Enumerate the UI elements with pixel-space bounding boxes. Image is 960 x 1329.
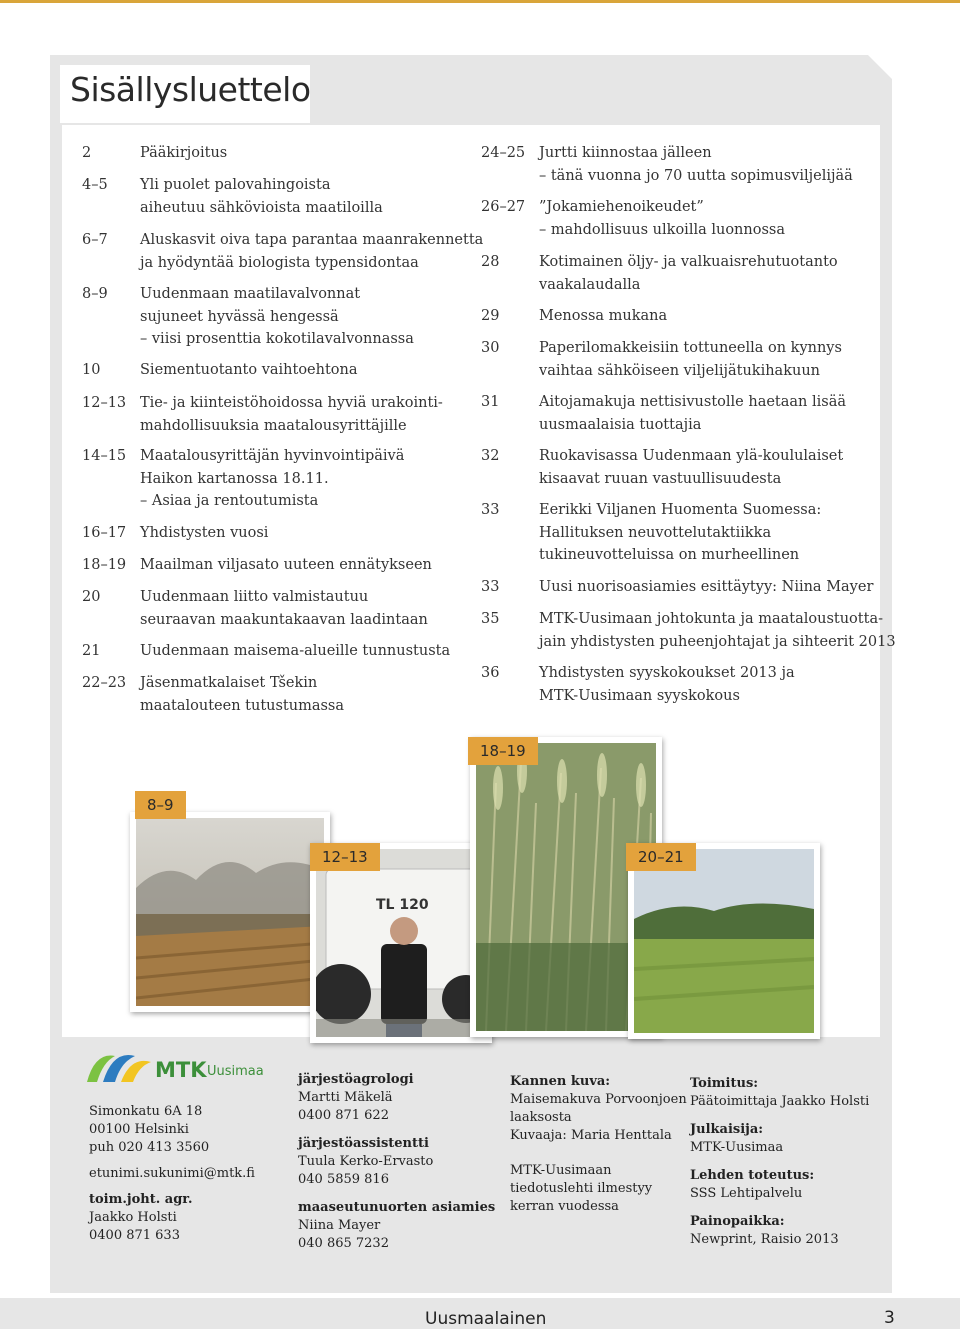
toc-title xyxy=(140,640,450,663)
pub-line: MTK-Uusimaan xyxy=(510,1163,612,1178)
toc-title-line: Aluskasvit oiva tapa parantaa maanrakennetta xyxy=(140,232,484,248)
toc-title xyxy=(539,576,873,599)
morning-field-illustration xyxy=(136,818,324,1006)
toc-title-line: Uudenmaan maisema-alueille tunnustusta xyxy=(140,643,451,659)
tag-12-13: 12–13 xyxy=(310,843,380,871)
toc-title-line: mahdollisuuksia maatalousyrittäjille xyxy=(140,417,407,434)
toc-title xyxy=(140,174,383,219)
toc-title-line: Haikon kartanossa 18.11. xyxy=(140,470,329,487)
cover-line: laaksosta xyxy=(510,1110,572,1125)
staff-name: Niina Mayer xyxy=(298,1218,381,1233)
photo-farmer-machine xyxy=(310,843,492,1043)
toc-title-line: MTK-Uusimaan johtokunta ja maataloustuotta- xyxy=(539,611,883,627)
toc-title xyxy=(140,359,358,382)
photo-landscape xyxy=(628,843,820,1039)
toc-page-number: 24–25 xyxy=(481,145,526,161)
toc-title-line: Paperilomakkeisiin tottuneella on kynnys xyxy=(539,340,842,356)
footer-staff xyxy=(298,1071,495,1253)
toc-title xyxy=(140,142,227,165)
toc-title xyxy=(539,445,843,490)
toc-title xyxy=(539,499,821,567)
toc-title-line: Eerikki Viljanen Huomenta Suomessa: xyxy=(539,502,822,518)
toc-title-line: Maailman viljasato uuteen ennätykseen xyxy=(140,557,432,573)
toc-title xyxy=(539,251,838,296)
toc-title-line: uusmaalaisia tuottajia xyxy=(539,416,702,433)
mtk-logo-subtext: Uusimaa xyxy=(207,1064,264,1079)
toc-title-line: Yhdistysten syyskokoukset 2013 ja xyxy=(539,665,795,681)
toc-page-number: 30 xyxy=(481,340,500,356)
toc-page-number: 6–7 xyxy=(82,232,108,248)
staff-phone: 040 865 7232 xyxy=(298,1236,389,1251)
toc-page-number: 10 xyxy=(82,362,101,378)
toc-page-number: 36 xyxy=(481,665,500,681)
info-label: Toimitus: xyxy=(690,1076,759,1091)
staff-role: maaseutunuorten asiamies xyxy=(298,1200,496,1215)
editor-phone: 0400 871 633 xyxy=(89,1228,180,1243)
toc-page-number: 12–13 xyxy=(82,395,127,411)
morning-field-image xyxy=(136,818,324,1006)
toc-title-line: sujuneet hyvässä hengessä xyxy=(140,308,339,325)
toc-title-line: Tie- ja kiinteistöhoidossa hyviä urakointi- xyxy=(140,395,443,411)
toc-page-number: 35 xyxy=(481,611,500,627)
toc-page-number: 4–5 xyxy=(82,177,108,193)
toc-title-line: Uudenmaan maatilavalvonnat xyxy=(140,286,361,302)
info-value: SSS Lehtipalvelu xyxy=(690,1186,803,1201)
toc-title xyxy=(539,337,842,382)
toc-title-line: aiheutuu sähkövioista maatiloilla xyxy=(140,199,383,216)
toc-title-line: – tänä vuonna jo 70 uutta sopimusviljelijää xyxy=(539,167,853,184)
staff-role: järjestöassistentti xyxy=(298,1136,429,1151)
toc-title-line: ja hyödyntää biologista typensidontaa xyxy=(140,254,419,271)
toc-page-number: 28 xyxy=(481,254,500,270)
toc-title xyxy=(539,662,795,707)
toc-title-line: maatalouteen tutustumassa xyxy=(140,697,345,714)
email: etunimi.sukunimi@mtk.fi xyxy=(89,1166,255,1181)
toc-title-line: seuraavan maakuntakaavan laadintaan xyxy=(140,611,428,628)
cover-label: Kannen kuva: xyxy=(510,1074,611,1089)
info-value: Päätoimittaja Jaakko Holsti xyxy=(690,1094,870,1109)
toc-title xyxy=(140,522,268,545)
toc-page-number: 14–15 xyxy=(82,448,127,464)
footer-publisher xyxy=(690,1075,869,1249)
info-value: Newprint, Raisio 2013 xyxy=(690,1232,839,1247)
toc-title-line: Siementuotanto vaihtoehtona xyxy=(140,362,358,378)
pub-line: kerran vuodessa xyxy=(510,1199,619,1214)
staff-phone: 0400 871 622 xyxy=(298,1108,389,1123)
farmer-illustration xyxy=(316,849,486,1037)
toc-title-line: Hallituksen neuvottelutaktiikka xyxy=(539,524,772,541)
toc-page-number: 8–9 xyxy=(82,286,108,302)
toc-title-line: Ruokavisassa Uudenmaan ylä-koululaiset xyxy=(539,448,844,464)
page-title: Sisällysluettelo xyxy=(70,70,311,109)
landscape-image xyxy=(634,849,814,1033)
info-label: Painopaikka: xyxy=(690,1214,785,1229)
toc-title xyxy=(539,608,896,653)
tag-20-21: 20–21 xyxy=(626,843,696,871)
info-label: Julkaisija: xyxy=(690,1122,764,1137)
machine-label: TL 120 xyxy=(376,897,429,913)
toc-title xyxy=(140,586,428,631)
toc-title xyxy=(539,305,667,328)
toc-title xyxy=(140,672,344,717)
toc-page-number: 29 xyxy=(481,308,500,324)
footer-address xyxy=(89,1103,255,1245)
footer-cover-info xyxy=(510,1073,687,1216)
toc-title-line: MTK-Uusimaan syyskokous xyxy=(539,687,740,704)
toc-title xyxy=(140,283,414,351)
toc-title-line: kisaavat ruuan vastuullisuudesta xyxy=(539,470,782,487)
staff-role: järjestöagrologi xyxy=(298,1072,414,1087)
toc-title-line: Menossa mukana xyxy=(539,308,668,324)
toc-title-line: jain yhdistysten puheenjohtajat ja sihteerit 2013 xyxy=(539,633,896,650)
toc-page-number: 31 xyxy=(481,394,500,410)
toc-page-number: 26–27 xyxy=(481,199,526,215)
toc-title-line: Jurtti kiinnostaa jälleen xyxy=(539,145,712,161)
mtk-logo xyxy=(85,1046,264,1090)
toc-title xyxy=(539,142,853,187)
toc-title-line: Maatalousyrittäjän hyvinvointipäivä xyxy=(140,448,405,464)
toc-page-number: 32 xyxy=(481,448,500,464)
cover-line: Maisemakuva Porvoonjoen xyxy=(510,1092,687,1107)
page-number: 3 xyxy=(884,1308,895,1328)
toc-title-line: ”Jokamiehenoikeudet” xyxy=(539,199,704,215)
toc-title-line: vaihtaa sähköiseen viljelijätukihakuun xyxy=(539,362,821,379)
top-rule xyxy=(0,0,960,3)
toc-title xyxy=(140,554,432,577)
editor-name: Jaakko Holsti xyxy=(89,1210,177,1225)
toc-page-number: 2 xyxy=(82,145,92,161)
toc-page-number: 22–23 xyxy=(82,675,127,691)
toc-title xyxy=(140,445,404,513)
toc-page-number: 16–17 xyxy=(82,525,127,541)
magazine-name: Uusmaalainen xyxy=(425,1309,547,1329)
panel-corner-cut xyxy=(868,55,892,79)
address-line: 00100 Helsinki xyxy=(89,1122,189,1137)
toc-title-line: – mahdollisuus ulkoilla luonnossa xyxy=(539,221,785,238)
toc-page-number: 18–19 xyxy=(82,557,127,573)
pub-line: tiedotuslehti ilmestyy xyxy=(510,1181,653,1196)
mtk-logo-text: MTK xyxy=(155,1058,207,1082)
toc-title-line: Yhdistysten vuosi xyxy=(140,525,269,541)
toc-title-line: vaakalaudalla xyxy=(539,276,641,293)
farmer-machine-image xyxy=(316,849,486,1037)
cover-line: Kuvaaja: Maria Henttala xyxy=(510,1128,672,1143)
toc-page-number: 21 xyxy=(82,643,101,659)
editor-role: toim.joht. agr. xyxy=(89,1192,193,1207)
toc-title-line: Jäsenmatkalaiset Tšekin xyxy=(140,675,318,691)
toc-page-number: 33 xyxy=(481,579,500,595)
toc-title xyxy=(140,229,483,274)
toc-title-line: Pääkirjoitus xyxy=(140,145,228,161)
info-value: MTK-Uusimaa xyxy=(690,1140,784,1155)
staff-name: Martti Mäkelä xyxy=(298,1090,393,1105)
toc-title-line: Kotimainen öljy- ja valkuaisrehutuotanto xyxy=(539,254,838,270)
toc-title xyxy=(140,392,443,437)
toc-title xyxy=(539,196,785,241)
toc-title xyxy=(539,391,846,436)
address-line: Simonkatu 6A 18 xyxy=(89,1104,203,1119)
photo-morning-field xyxy=(130,812,330,1012)
toc-title-line: – Asiaa ja rentoutumista xyxy=(140,493,319,509)
toc-title-line: tukineuvotteluissa on murheellinen xyxy=(539,547,800,563)
staff-name: Tuula Kerko-Ervasto xyxy=(298,1154,434,1169)
info-label: Lehden toteutus: xyxy=(690,1168,815,1183)
toc-title-line: Uusi nuorisoasiamies esittäytyy: Niina Mayer xyxy=(539,579,874,595)
toc-title-line: Uudenmaan liitto valmistautuu xyxy=(140,589,369,605)
staff-phone: 040 5859 816 xyxy=(298,1172,389,1187)
toc-page-number: 20 xyxy=(82,589,101,605)
tag-8-9: 8–9 xyxy=(135,791,186,819)
toc-page-number: 33 xyxy=(481,502,500,518)
toc-title-line: Yli puolet palovahingoista xyxy=(140,177,331,193)
toc-title-line: – viisi prosenttia kokotilavalvonnassa xyxy=(140,331,414,347)
mtk-logo-icon xyxy=(85,1048,155,1088)
tag-18-19: 18–19 xyxy=(468,737,538,765)
toc-title-line: Aitojamakuja nettisivustolle haetaan lisää xyxy=(539,394,846,410)
phone-line: puh 020 413 3560 xyxy=(89,1140,210,1155)
landscape-illustration xyxy=(634,849,814,1033)
